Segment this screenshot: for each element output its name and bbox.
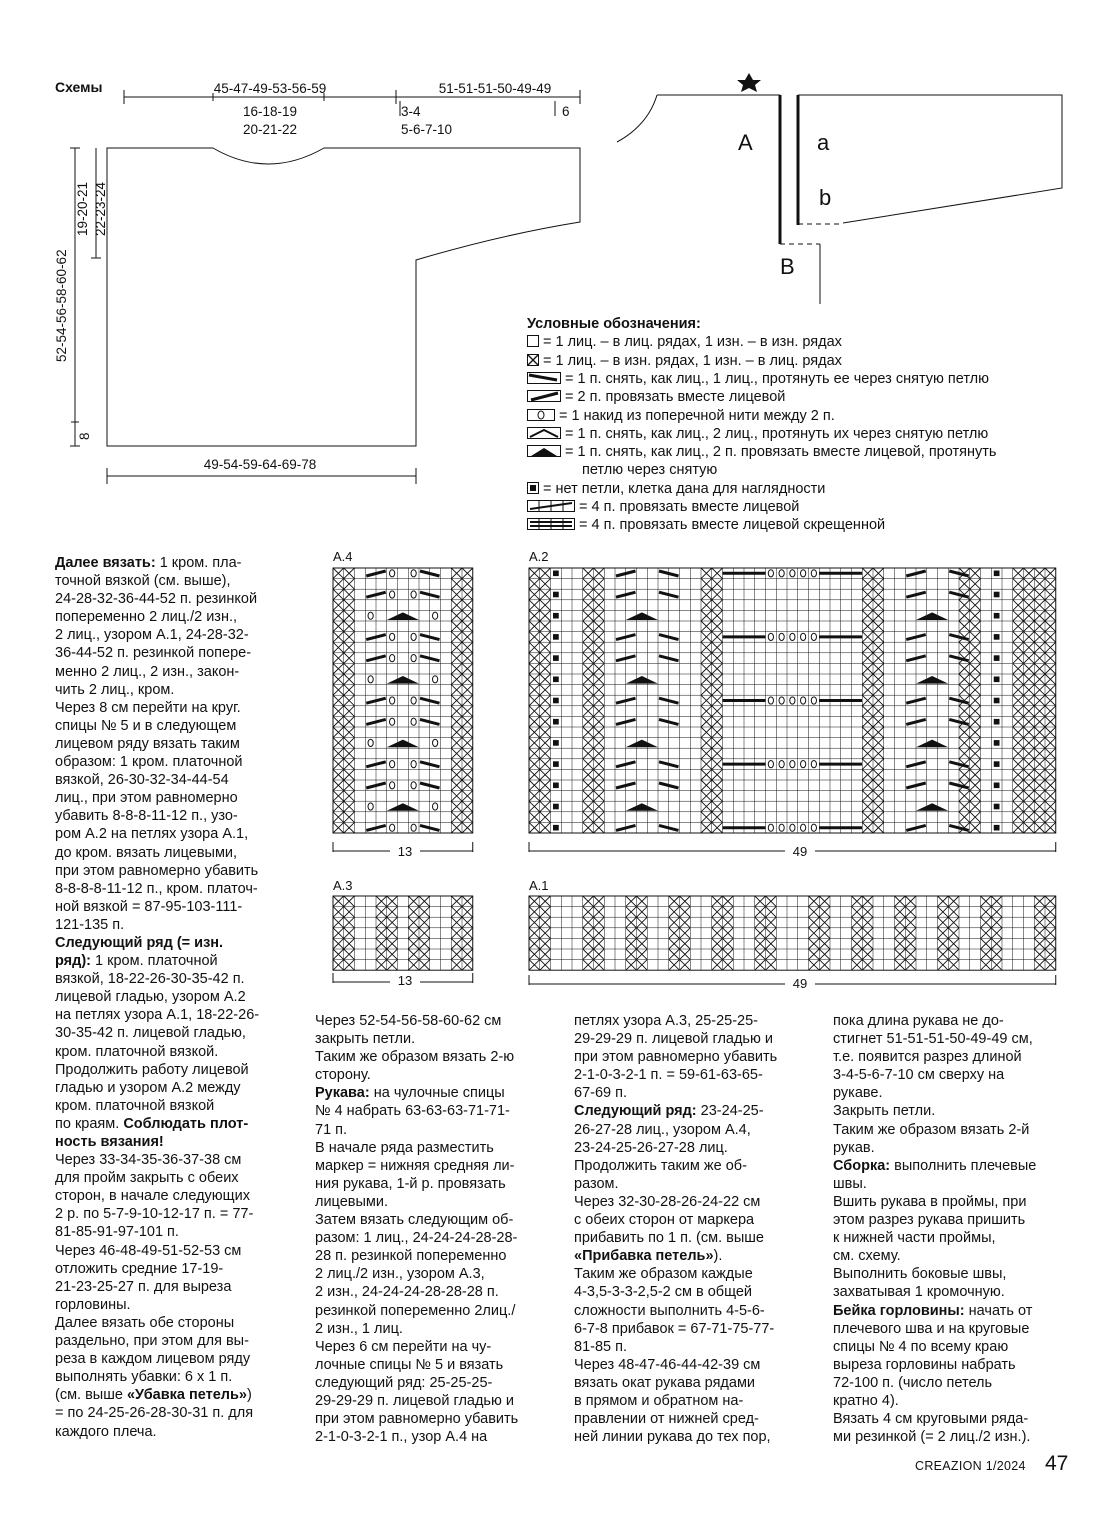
text-line: 121-135 п. xyxy=(55,916,125,933)
dim-armhole-1: 19-20-21 xyxy=(75,181,90,236)
legend-item: = 2 п. провязать вместе лицевой xyxy=(527,388,785,406)
text-line: 28 п. резинкой попеременно xyxy=(315,1248,507,1265)
no-stitch-mark xyxy=(553,740,559,746)
legend-item: = 1 п. снять, как лиц., 2 лиц., протянуть их через снятую петлю xyxy=(527,425,988,443)
yarn-over-mark xyxy=(790,697,795,704)
yarn-over-mark xyxy=(433,739,438,746)
text-line: 2 изн., 1 лиц. xyxy=(315,1320,403,1337)
yarn-over-mark xyxy=(768,761,773,768)
text-line: швы. xyxy=(833,1175,867,1192)
legend-item: = 1 накид из поперечной нити между 2 п. xyxy=(527,407,835,425)
heading-next-row-2: Следующий ряд: xyxy=(574,1103,697,1120)
no-stitch-mark xyxy=(553,571,559,577)
text-line: Таким же образом каждые xyxy=(574,1266,753,1283)
text-line: 29-29-29 п. лицевой гладью и xyxy=(574,1031,773,1048)
yarn-over-mark xyxy=(779,570,784,577)
yarn-over-mark xyxy=(811,697,816,704)
yarn-over-mark xyxy=(368,739,373,746)
text-line: образом: 1 кром. платочной xyxy=(55,754,243,771)
yarn-over-mark xyxy=(779,761,784,768)
text-line: 81-85 п. xyxy=(574,1338,627,1355)
legend-item: = нет петли, клетка дана для наглядности xyxy=(527,480,825,498)
no-stitch-mark xyxy=(994,634,1000,640)
text-line: Закрыть петли. xyxy=(833,1103,936,1120)
text-line: менно 2 лиц., 2 изн., закон- xyxy=(55,663,240,680)
yarn-over-mark xyxy=(811,761,816,768)
text-line: в прямом и обратном на- xyxy=(574,1392,744,1409)
text-line: 30-35-42 п. лицевой гладью, xyxy=(55,1025,246,1042)
yarn-over-mark xyxy=(433,612,438,619)
yarn-over-mark xyxy=(368,612,373,619)
instructions-column-3: петлях узора А.3, 25-25-25- 29-29-29 п. лицевой гладью и при этом равномерно убавить 2-1-0-3-2-1 п. = 59-61-63-65- 67-69 п. Следующий ряд: 23-24-25- 26-27-28 лиц., узором А.4, 23-24-25-26-27-28 лиц. Продолжить таким же об- разом. Через 32-30-28-26-24-22 см с обеих сторон от маркера прибавить по 1 п. (см. выше «Прибавка петель»). Таким же образом каждые 4-3,5-3-3-2,5-2 см в общей сложности выполнить 4-5-6- 6-7-8 прибавок = 67-71-75-77- 81-85 п. Через 48-47-46-44-42-39 см вязать окат рукава рядами в прямом и обратном на- правлении от нижней сред- ней линии рукава до тех пор, xyxy=(574,1012,814,1446)
yarn-over-mark xyxy=(768,824,773,831)
text-line: ния рукава, 1-й р. провязать xyxy=(315,1175,506,1192)
no-stitch-mark xyxy=(553,825,559,831)
text-line: Через 8 см перейти на круг. xyxy=(55,699,241,716)
yarn-over-mark xyxy=(790,824,795,831)
no-stitch-mark xyxy=(553,677,559,683)
text-line: маркер = нижняя средняя ли- xyxy=(315,1157,515,1174)
text-line: 2 изн., 24-24-24-28-28-28 п. xyxy=(315,1284,499,1301)
text-line: Через 33-34-35-36-37-38 см xyxy=(55,1152,242,1169)
chart-a3-label: A.3 xyxy=(333,878,353,893)
chart-a1-label: A.1 xyxy=(529,878,549,893)
text-line: № 4 набрать 63-63-63-71-71- xyxy=(315,1103,510,1120)
text-line: реза в каждом лицевом ряду xyxy=(55,1351,251,1368)
text-line: 8-8-8-8-11-12 п., кром. платоч- xyxy=(55,880,258,897)
yarn-over-mark xyxy=(801,761,806,768)
chart-a3-width: 13 xyxy=(390,973,420,988)
text-line: при этом равномерно убавить xyxy=(315,1411,519,1428)
yarn-over-mark xyxy=(779,697,784,704)
yarn-over-mark xyxy=(768,697,773,704)
yarn-over-mark xyxy=(390,761,395,768)
text-line: 6-7-8 прибавок = 67-71-75-77- xyxy=(574,1320,775,1337)
text-line: 72-100 п. (число петель xyxy=(833,1374,993,1391)
label-a: a xyxy=(817,130,830,155)
text-line: на петлях узора А.1, 18-22-26- xyxy=(55,1007,260,1024)
no-stitch-mark xyxy=(994,761,1000,767)
heading-assembly: Сборка: xyxy=(833,1157,891,1174)
text-line: 29-29-29 п. лицевой гладью и xyxy=(315,1392,514,1409)
no-stitch-mark xyxy=(994,592,1000,598)
yarn-over-mark xyxy=(390,718,395,725)
text-line: Через 32-30-28-26-24-22 см xyxy=(574,1193,761,1210)
text-line: при этом равномерно убавить xyxy=(574,1049,778,1066)
text-line: рукав. xyxy=(833,1139,875,1156)
text-line: 36-44-52 п. резинкой попере- xyxy=(55,645,252,662)
text-line: кром. платочной вязкой. xyxy=(55,1043,219,1060)
chart-a4-grid xyxy=(333,568,473,833)
text-line: к нижней части проймы, xyxy=(833,1230,996,1247)
yarn-over-mark xyxy=(411,824,416,831)
no-stitch-mark xyxy=(994,613,1000,619)
no-stitch-mark xyxy=(553,783,559,789)
text-line: вязкой, 26-30-32-34-44-54 xyxy=(55,772,229,789)
text-line: отложить средние 17-19- xyxy=(55,1260,224,1277)
dim-rib: 8 xyxy=(77,432,92,440)
text-line: 4-3,5-3-3-2,5-2 см в общей xyxy=(574,1284,753,1301)
no-stitch-mark xyxy=(553,592,559,598)
yarn-over-mark xyxy=(390,655,395,662)
instructions-column-1: Далее вязать: 1 кром. пла- точной вязкой (см. выше), 24-28-32-36-44-52 п. резинкой попеременно 2 лиц./2 изн., 2 лиц., узором А.1, 24-28-32- 36-44-52 п. резинкой попере- менно 2 лиц., 2 изн., закон- чить 2 лиц., кром. Через 8 см перейти на круг. спицы № 5 и в следующем лицевом ряду вязать таким образом: 1 кром. платочной вязкой, 26-30-32-34-44-54 лиц., при этом равномерно убавить 8-8-8-11-12 п., узо- ром А.2 на петлях узора А.1, до кром. вязать лицевыми, при этом равномерно убавить 8-8-8-8-11-12 п., кром. платоч- ной вязкой = 87-95-103-111- 121-135 п. Следующий ряд (= изн. ряд): 1 кром. платочной вязкой, 18-22-26-30-35-42 п. лицевой гладью, узором А.2 на петлях узора А.1, 18-22-26- 30-35-42 п. лицевой гладью, кром. платочной вязкой. Продолжить работу лицевой гладью и узором А.2 между кром. платочной вязкой по краям. Соблюдать плот- ность вязания! Через 33-34-35-36-37-38 см для пройм закрыть с обеих сторон, в начале следующих 2 р. по 5-7-9-10-12-17 п. = 77- 81-85-91-97-101 п. Через 46-48-49-51-52-53 см отложить средние 17-19- 21-23-25-27 п. для выреза горловины. Далее вязать обе стороны раздельно, при этом для вы- реза в каждом лицевом ряду выполнять убавки: 6 х 1 п. (см. выше «Убавка петель») = по 24-25-26-28-30-31 п. для каждого плеча. xyxy=(55,554,295,1441)
yarn-over-mark xyxy=(790,633,795,640)
yarn-over-mark xyxy=(811,570,816,577)
text-line: ной вязкой = 87-95-103-111- xyxy=(55,898,243,915)
text-line: кратно 4). xyxy=(833,1392,899,1409)
text-line: правлении от нижней сред- xyxy=(574,1411,759,1428)
text-line: следующий ряд: 25-25-25- xyxy=(315,1374,493,1391)
text-line: Продолжить работу лицевой xyxy=(55,1061,249,1078)
no-stitch-mark xyxy=(994,804,1000,810)
yarn-over-mark xyxy=(411,591,416,598)
no-stitch-mark xyxy=(994,571,1000,577)
yarn-over-mark xyxy=(368,676,373,683)
legend-item: = 1 лиц. – в изн. рядах, 1 изн. – в лиц. рядах xyxy=(527,352,842,370)
dim-slit-2: 5-6-7-10 xyxy=(401,122,453,137)
text-line: разом: 1 лиц., 24-24-24-28-28- xyxy=(315,1230,518,1247)
text-line: лочные спицы № 5 и вязать xyxy=(315,1356,504,1373)
heading-next: Далее вязать: xyxy=(55,555,156,571)
text-line: вязкой, 18-22-26-30-35-42 п. xyxy=(55,971,245,988)
heading-sleeves: Рукава: xyxy=(315,1085,370,1102)
yarn-over-mark xyxy=(801,824,806,831)
yarn-over-mark xyxy=(768,570,773,577)
yarn-over-mark xyxy=(411,697,416,704)
yarn-over-mark xyxy=(390,824,395,831)
no-stitch-mark xyxy=(994,740,1000,746)
text-line: захватывая 1 кромочную. xyxy=(833,1284,1005,1301)
text-line: Далее вязать обе стороны xyxy=(55,1314,235,1331)
text-line: лиц., при этом равномерно xyxy=(55,790,238,807)
yarn-over-mark xyxy=(390,697,395,704)
text-line: Через 46-48-49-51-52-53 см xyxy=(55,1242,242,1259)
text-line: лицевыми. xyxy=(315,1193,388,1210)
yarn-over-mark xyxy=(768,633,773,640)
label-B: B xyxy=(780,254,795,279)
no-stitch-mark xyxy=(553,719,559,725)
no-stitch-mark xyxy=(553,613,559,619)
schematic-title: Схемы xyxy=(55,79,103,95)
text-line: 67-69 п. xyxy=(574,1085,627,1102)
chart-a4-label: A.4 xyxy=(333,549,353,564)
text-line: рукаве. xyxy=(833,1085,883,1102)
yarn-over-mark xyxy=(433,803,438,810)
no-stitch-mark xyxy=(994,677,1000,683)
page-number: 47 xyxy=(1045,1452,1069,1475)
label-b: b xyxy=(819,185,832,210)
no-stitch-mark xyxy=(994,719,1000,725)
no-stitch-mark xyxy=(553,655,559,661)
text-line: ром А.2 на петлях узора А.1, xyxy=(55,826,249,843)
legend-item: = 1 лиц. – в лиц. рядах, 1 изн. – в изн. рядах xyxy=(527,333,842,351)
text-line: точной вязкой (см. выше), xyxy=(55,573,231,590)
text-line: В начале ряда разместить xyxy=(315,1139,494,1156)
dim-six: 6 xyxy=(562,104,570,119)
text-line: сторон, в начале следующих xyxy=(55,1188,250,1205)
no-stitch-mark xyxy=(553,761,559,767)
text-line: Вязать 4 см круговыми ряда- xyxy=(833,1411,1029,1428)
text-line: резинкой попеременно 2лиц./ xyxy=(315,1302,516,1319)
text-line: ней линии рукава до тех пор, xyxy=(574,1429,771,1446)
text-line: убавить 8-8-8-11-12 п., узо- xyxy=(55,808,238,825)
label-A: A xyxy=(738,130,753,155)
text-line: кром. платочной вязкой xyxy=(55,1097,215,1114)
dim-top-left: 45-47-49-53-56-59 xyxy=(213,81,327,96)
no-stitch-mark xyxy=(994,825,1000,831)
yarn-over-mark xyxy=(411,718,416,725)
dim-bottom: 49-54-59-64-69-78 xyxy=(203,457,317,472)
no-stitch-mark xyxy=(994,655,1000,661)
text-line: 21-23-25-27 п. для выреза xyxy=(55,1278,232,1295)
text-line: Выполнить боковые швы, xyxy=(833,1266,1007,1283)
no-stitch-mark xyxy=(994,698,1000,704)
text-line: чить 2 лиц., кром. xyxy=(55,681,175,698)
text-line: Вшить рукава в проймы, при xyxy=(833,1193,1027,1210)
text-line: 2 лиц./2 изн., узором А.3, xyxy=(315,1266,485,1283)
text-line: до кром. вязать лицевыми, xyxy=(55,844,238,861)
legend-item: = 4 п. провязать вместе лицевой скрещенной xyxy=(527,516,885,534)
yarn-over-mark xyxy=(411,782,416,789)
chart-a1-grid xyxy=(529,896,1056,970)
instructions-column-2: Через 52-54-56-58-60-62 см закрыть петли. Таким же образом вязать 2-ю сторону. Рукава: на чулочные спицы № 4 набрать 63-63-63-71-71- 71 п. В начале ряда разместить маркер = нижняя средняя ли- ния рукава, 1-й р. провязать лицевыми. Затем вязать следующим об- разом: 1 лиц., 24-24-24-28-28- 28 п. резинкой попеременно 2 лиц./2 изн., узором А.3, 2 изн., 24-24-24-28-28-28 п. резинкой попеременно 2лиц./ 2 изн., 1 лиц. Через 6 см перейти на чу- лочные спицы № 5 и вязать следующий ряд: 25-25-25- 29-29-29 п. лицевой гладью и при этом равномерно убавить 2-1-0-3-2-1 п., узор А.4 на xyxy=(315,1012,555,1446)
text-line: лицевой гладью, узором А.2 xyxy=(55,989,246,1006)
yarn-over-mark xyxy=(811,633,816,640)
text-line: 2 лиц., узором А.1, 24-28-32- xyxy=(55,627,249,644)
dim-top-right: 51-51-51-50-49-49 xyxy=(438,81,552,96)
text-line: попеременно 2 лиц./2 изн., xyxy=(55,609,238,626)
yarn-over-mark xyxy=(390,570,395,577)
legend-item: = 1 п. снять, как лиц., 1 лиц., протянуть ее через снятую петлю xyxy=(527,370,989,388)
magazine-name: CREAZION 1/2024 xyxy=(915,1459,1026,1473)
no-stitch-mark xyxy=(553,698,559,704)
text-line: прибавить по 1 п. (см. выше xyxy=(574,1230,764,1247)
text-line: 2-1-0-3-2-1 п., узор А.4 на xyxy=(315,1429,488,1446)
text-line: с обеих сторон от маркера xyxy=(574,1212,755,1229)
legend-item: = 1 п. снять, как лиц., 2 п. провязать вместе лицевой, протянуть xyxy=(527,443,996,461)
yarn-over-mark xyxy=(390,782,395,789)
yarn-over-mark xyxy=(368,803,373,810)
no-stitch-mark xyxy=(553,634,559,640)
no-stitch-mark xyxy=(994,783,1000,789)
text-line: петлях узора А.3, 25-25-25- xyxy=(574,1013,758,1029)
dim-neck-1: 16-18-19 xyxy=(242,104,298,119)
yarn-over-mark xyxy=(411,655,416,662)
yarn-over-mark xyxy=(790,761,795,768)
text-line: при этом равномерно убавить xyxy=(55,862,259,879)
legend-item: = 4 п. провязать вместе лицевой xyxy=(527,498,799,516)
chart-a4-width: 13 xyxy=(390,844,420,859)
text-line: спицы № 5 и в следующем xyxy=(55,717,237,734)
heading-neckband: Бейка горловины: xyxy=(833,1302,965,1319)
text-line: лицевом ряду вязать таким xyxy=(55,735,240,752)
yarn-over-mark xyxy=(433,676,438,683)
yarn-over-mark xyxy=(811,824,816,831)
text-line: этом разрез рукава пришить xyxy=(833,1212,1026,1229)
text-line: Через 48-47-46-44-42-39 см xyxy=(574,1356,761,1373)
heading-next-row: Следующий ряд (= изн. xyxy=(55,934,224,951)
yarn-over-mark xyxy=(411,570,416,577)
legend-item: петлю через снятую xyxy=(582,462,718,478)
text-line: для пройм закрыть с обеих xyxy=(55,1170,239,1187)
dim-slit-1: 3-4 xyxy=(401,104,421,119)
text-line: вязать окат рукава рядами xyxy=(574,1374,756,1391)
yarn-over-mark xyxy=(779,633,784,640)
yarn-over-mark xyxy=(411,633,416,640)
yarn-over-mark xyxy=(390,633,395,640)
text-line: сложности выполнить 4-5-6- xyxy=(574,1302,765,1319)
chart-a2-label: A.2 xyxy=(529,549,549,564)
yarn-over-mark xyxy=(779,824,784,831)
chart-a2-width: 49 xyxy=(785,844,815,859)
text-line: 23-24-25-26-27-28 лиц. xyxy=(574,1139,728,1156)
text-line: выполнять убавки: 6 х 1 п. xyxy=(55,1369,233,1386)
text-line: 24-28-32-36-44-52 п. резинкой xyxy=(55,591,258,608)
no-stitch-mark xyxy=(553,804,559,810)
yarn-over-mark xyxy=(801,633,806,640)
text-line: 2-1-0-3-2-1 п. = 59-61-63-65- xyxy=(574,1067,763,1084)
text-line: 2 р. по 5-7-9-10-12-17 п. = 77- xyxy=(55,1206,254,1223)
text-line: т.е. появится разрез длиной xyxy=(833,1049,1022,1066)
text-line: раздельно, при этом для вы- xyxy=(55,1333,249,1350)
yarn-over-mark xyxy=(390,591,395,598)
instructions-column-4: пока длина рукава не до- стигнет 51-51-51-50-49-49 см, т.е. появится разрез длиной 3-4-5-6-7-10 см сверху на рукаве. Закрыть петли. Таким же образом вязать 2-й рукав. Сборка: выполнить плечевые швы. Вшить рукава в проймы, при этом разрез рукава пришить к нижней части проймы, см. схему. Выполнить боковые швы, захватывая 1 кромочную. Бейка горловины: начать от плечевого шва и на круговые спицы № 4 по всему краю выреза горловины набрать 72-100 п. (число петель кратно 4). Вязать 4 см круговыми ряда- ми резинкой (= 2 лиц./2 изн.). xyxy=(833,1012,1073,1446)
yarn-over-mark xyxy=(801,697,806,704)
text-line: спицы № 4 по всему краю xyxy=(833,1338,1009,1355)
yarn-over-mark xyxy=(411,761,416,768)
text-line: 71 п. xyxy=(315,1121,348,1138)
text-line: ми резинкой (= 2 лиц./2 изн.). xyxy=(833,1429,1031,1446)
text-line: см. схему. xyxy=(833,1248,901,1265)
text-line: 81-85-91-97-101 п. xyxy=(55,1224,179,1241)
text-line: гладью и узором А.2 между xyxy=(55,1079,241,1096)
text-line: 3-4-5-6-7-10 см сверху на xyxy=(833,1067,1005,1084)
text-line: пока длина рукава не до- xyxy=(833,1013,1004,1029)
text-line: Затем вязать следующим об- xyxy=(315,1212,514,1229)
text-line: стигнет 51-51-51-50-49-49 см, xyxy=(833,1031,1033,1048)
chart-a1-width: 49 xyxy=(785,976,815,991)
yarn-over-mark xyxy=(790,570,795,577)
text-line: Продолжить таким же об- xyxy=(574,1157,747,1174)
text-line: разом. xyxy=(574,1175,619,1192)
dim-length: 52-54-56-58-60-62 xyxy=(54,249,69,362)
text-line: горловины. xyxy=(55,1296,131,1313)
dim-armhole-2: 22-23-24 xyxy=(93,181,108,236)
dim-neck-2: 20-21-22 xyxy=(242,122,298,137)
text-line: Таким же образом вязать 2-й xyxy=(833,1121,1030,1138)
text-line: выреза горловины набрать xyxy=(833,1356,1016,1373)
legend-title: Условные обозначения: xyxy=(527,316,701,332)
text-line: Через 6 см перейти на чу- xyxy=(315,1338,492,1355)
text-line: 26-27-28 лиц., узором А.4, xyxy=(574,1121,751,1138)
yarn-over-mark xyxy=(801,570,806,577)
text-line: плечевого шва и на круговые xyxy=(833,1320,1030,1337)
